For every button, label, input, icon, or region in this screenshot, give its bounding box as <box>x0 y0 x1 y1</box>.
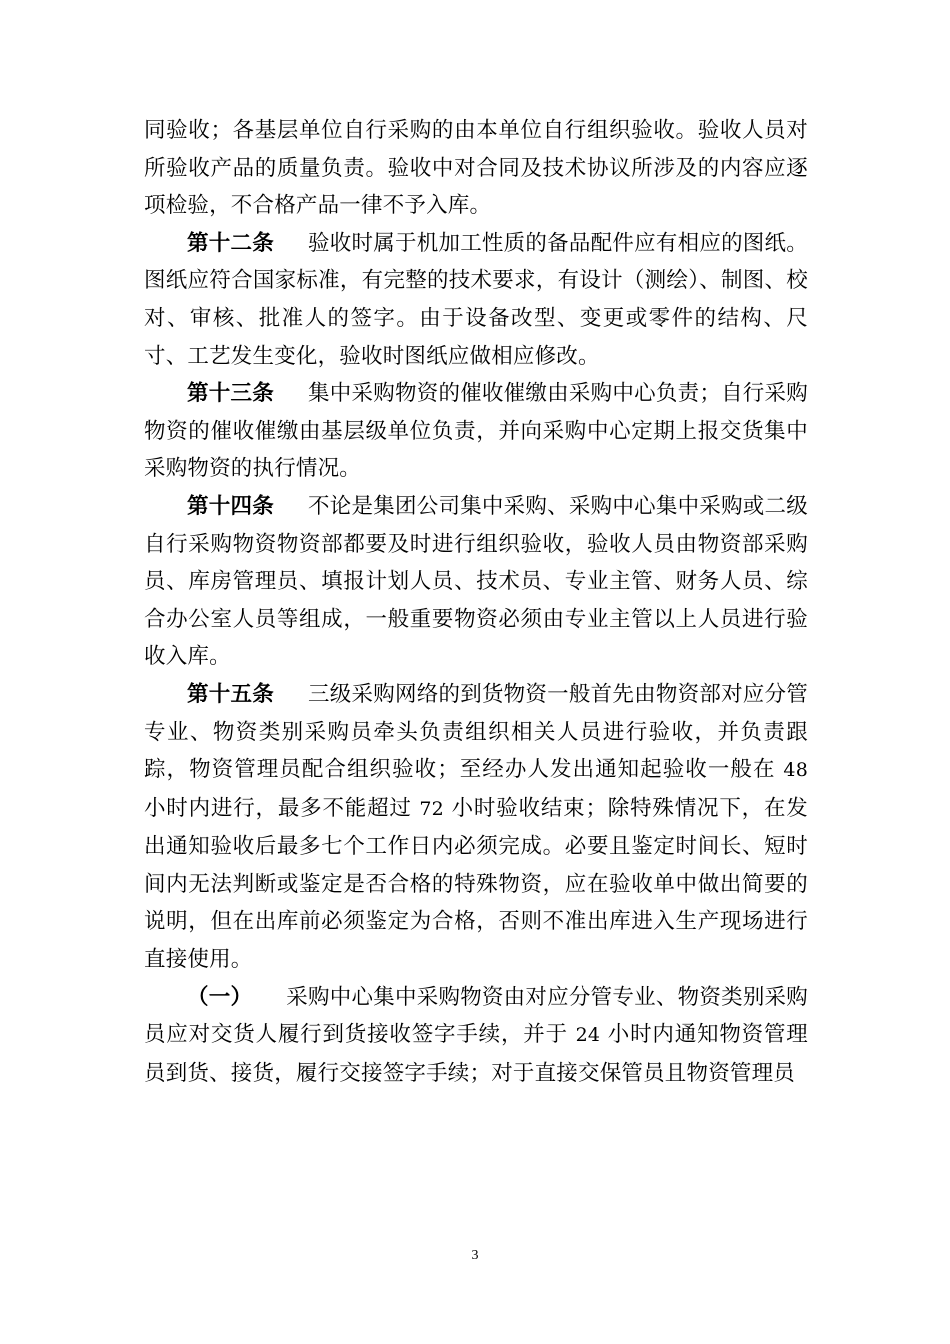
clause-1 <box>144 979 808 1093</box>
article-13 <box>144 375 808 488</box>
article-label: 第十五条 <box>187 681 274 707</box>
article-text: 集中采购物资的催收催缴由采购中心负责；自行采购物资的催收催缴由基层级单位负责，并向采购中心定期上报交货集中采购物资的执行情况。 <box>144 381 808 482</box>
article-text: 小时内进行，最多不能超过 <box>144 795 412 821</box>
article-12 <box>144 225 808 375</box>
page-number: 3 <box>471 1248 479 1263</box>
number-48: 48 <box>783 759 808 782</box>
paragraph-continuation <box>144 112 808 225</box>
article-text: 三级采购网络的到货物资一般首先由物资部对应分管专业、物资类别采购员牵头负责组织相关人员进行验收，并负责跟踪，物资管理员配合组织验收；至经办人发出通知起验收一般在 <box>144 681 808 783</box>
number-24: 24 <box>575 1024 601 1047</box>
article-14 <box>144 488 808 676</box>
clause-text: 采购中心集中采购物资由对应分管专业、物资类别采购员应对交货人履行到货接收签字手续，并于 <box>144 984 808 1048</box>
article-15 <box>144 676 808 979</box>
article-label: 第十四条 <box>187 493 274 519</box>
number-72: 72 <box>419 797 444 820</box>
article-text: 验收时属于机加工性质的备品配件应有相应的图纸。图纸应符合国家标准，有完整的技术要求，有设计（测绘）、制图、校对、审核、批准人的签字。由于设备改型、变更或零件的结构、尺寸、工艺发生变化，验收时图纸应做相应修改。 <box>144 230 808 369</box>
clause-text: 小时内通知物资管理员到货、接货，履行交接签字手续；对于直接交保管员且物资管理员 <box>144 1022 808 1086</box>
article-text: 小时验收结束；除特殊情况下，在发出通知验收后最多七个工作日内必须完成。必要且鉴定时间长、短时间内无法判断或鉴定是否合格的特殊物资，应在验收单中做出简要的说明，但在出库前必须鉴定为合格，否则不准出库进入生产现场进行直接使用。 <box>144 795 808 973</box>
article-text: 不论是集团公司集中采购、采购中心集中采购或二级自行采购物资物资部都要及时进行组织验收，验收人员由物资部采购员、库房管理员、填报计划人员、技术员、专业主管、财务人员、综合办公室人员等组成，一般重要物资必须由专业主管以上人员进行验收入库。 <box>144 493 808 670</box>
document-body <box>144 112 808 1092</box>
clause-label: （一） <box>187 984 253 1010</box>
article-label: 第十三条 <box>187 381 274 407</box>
paragraph-text: 同验收；各基层单位自行采购的由本单位自行组织验收。验收人员对所验收产品的质量负责。验收中对合同及技术协议所涉及的内容应逐项检验，不合格产品一律不予入库。 <box>144 118 808 219</box>
article-label: 第十二条 <box>187 230 274 256</box>
